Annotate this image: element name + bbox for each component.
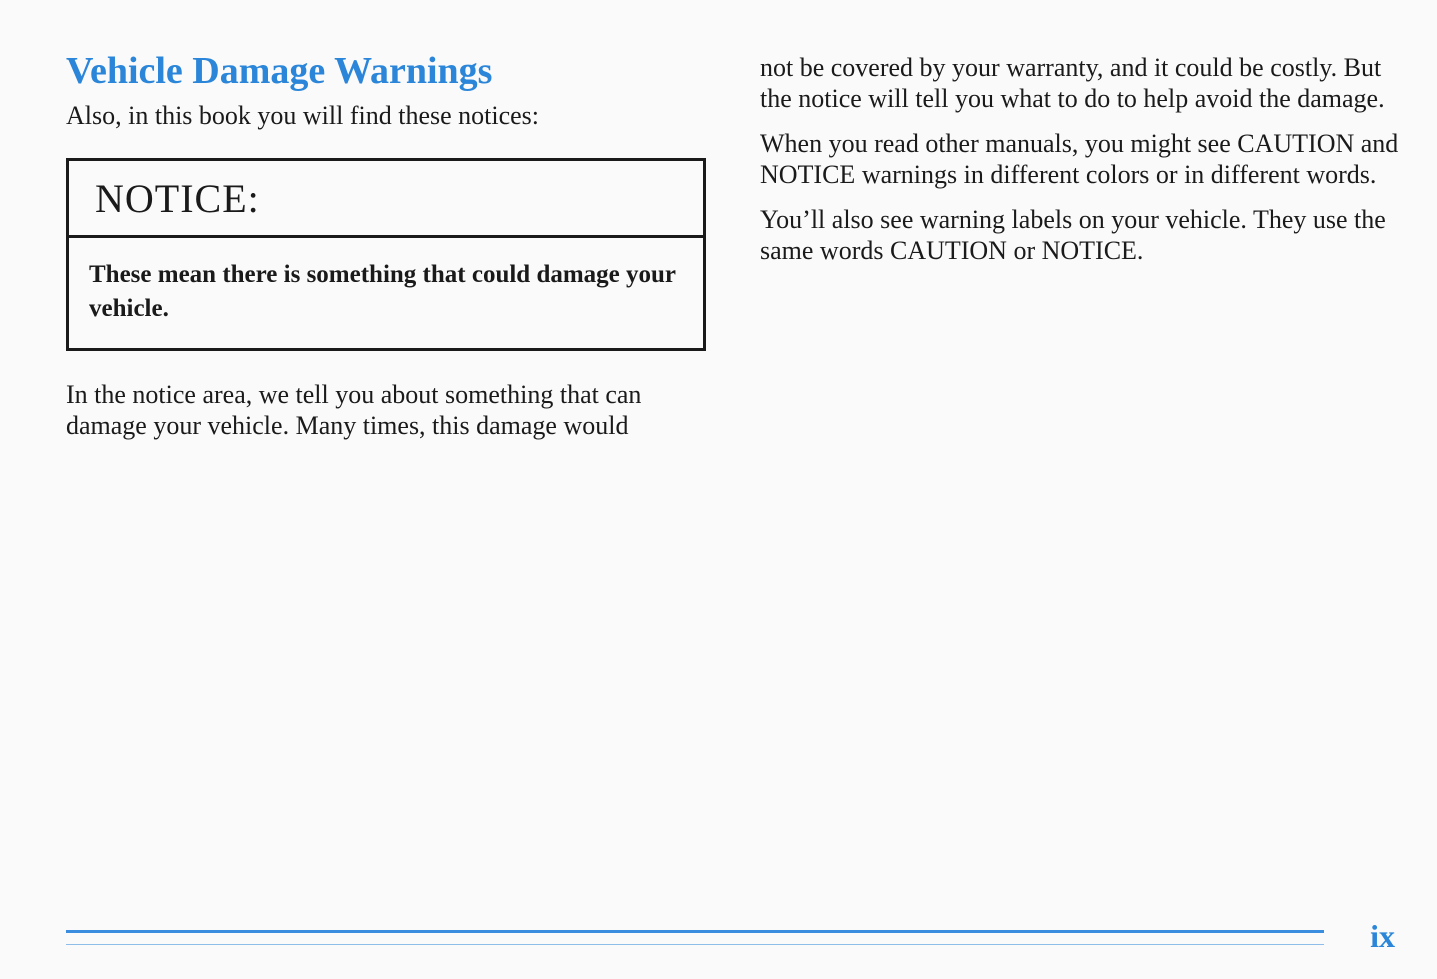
warranty-paragraph: not be covered by your warranty, and it could be costly. But the notice will tell you what to do to help avoid the damage. xyxy=(760,53,1385,113)
footer-rule xyxy=(66,930,1324,933)
page-title: Vehicle Damage Warnings xyxy=(66,50,493,92)
other-manuals-paragraph: When you read other manuals, you might see CAUTION and NOTICE warnings in different colors or in different words. xyxy=(760,129,1399,189)
warning-labels-paragraph: You’ll also see warning labels on your vehicle. They use the same words CAUTION or NOTICE. xyxy=(760,205,1386,265)
right-column xyxy=(760,52,1405,266)
left-column xyxy=(66,48,712,441)
page-number: ix xyxy=(1370,918,1395,954)
notice-box xyxy=(66,158,706,351)
intro-text: Also, in this book you will find these notices: xyxy=(66,101,540,130)
notice-text: These mean there is something that could damage your vehicle. xyxy=(89,261,676,322)
notice-label: NOTICE: xyxy=(69,161,703,238)
notice-area-paragraph: In the notice area, we tell you about something that can damage your vehicle. Many times, this damage would xyxy=(66,380,642,440)
footer-rule-secondary xyxy=(66,944,1324,945)
